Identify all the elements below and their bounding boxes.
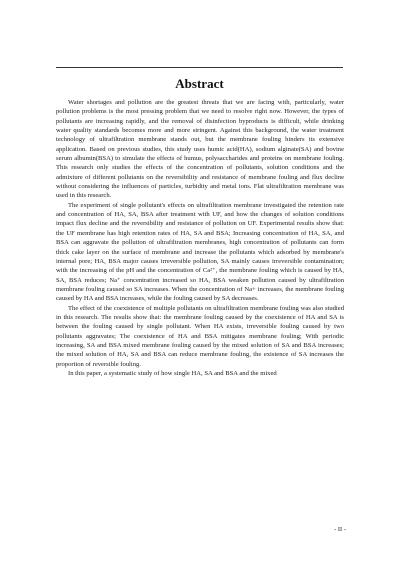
header-rule bbox=[56, 67, 343, 68]
paragraph-1: Water shortages and pollution are the greatest threats that we are facing with, particularly, water pollution problems is the most pressing problem that we need to resolve right now. However, the types of pollutants are increasing rapidly, and the removal of disinfection byproducts is difficult, while drinking water quality standards becomes more and more stringent. Against this background, the water treatment technology of ultrafiltration membrane stands out, but the membrane fouling hinders its extensive application. Based on previous studies, this study uses humic acid(HA), sodium alginate(SA) and bovine serum albumin(BSA) to simulate the effects of humus, polysaccharides and proteins on membrane fouling. This research only studies the effects of the concentration of pollutants, solution conditions and the admixture of different pollutants on the reversibility and resistance of membrane fouling and flux decline without considering the influences of particles, turbidity and metal ions. Flat ultrafiltration membrane was used in this research. bbox=[56, 99, 344, 200]
abstract-body bbox=[56, 98, 344, 378]
abstract-title: Abstract bbox=[175, 76, 224, 91]
paragraph-4: In this paper, a systematic study of how single HA, SA and BSA and the mixed bbox=[68, 369, 277, 377]
page-number: - II - bbox=[334, 526, 346, 533]
paragraph-3: The effect of the coexistence of multiple pollutants on ultrafiltration membrane fouling was also studied in this research. The results show that: the membrane fouling caused by the coexistence of HA and SA is between the fouling caused by single pollutant. When HA exists, irreversible fouling caused by two pollutants aggravates; The coexistence of HA and BSA mitigates membrane fouling; With periodic increasing, SA and BSA mixed membrane fouling caused by the mixed solution of SA and BSA increases; the mixed solution of HA, SA and BSA can reduce membrane fouling, the existence of SA increases the proportion of reversible fouling. bbox=[56, 304, 344, 368]
paragraph-2: The experiment of single pollutant's effects on ultrafiltration membrane investigated the retention rate and concentration of HA, SA, BSA after treatment with UF, and how the changes of solution conditions impact flux decline and the reversibility and resistance of pollution on UF. Experimental results show that: the UF membrane has high retention rates of HA, SA and BSA; Increasing concentration of HA, SA, and BSA can aggravate the pollution of ultrafiltration membranes, high concentration of pollutants can form thick cake layer on the surface of membrane and increase the pollutants which adsorbed by membrane's internal pore; HA, BSA major causes irreversible pollution, SA mainly causes irreversible contamination; with the increasing of the pH and the concentration of Ca²⁺, the membrane fouling which is caused by HA, SA, BSA reduces; Na⁺ concentration increased so HA, BSA weaken pollution caused by ultrafiltration membrane fouling caused so SA increases. When the concentration of Na+ increases, the membrane fouling caused by HA and BSA increases, while the fouling caused by SA decreases. bbox=[56, 201, 344, 303]
